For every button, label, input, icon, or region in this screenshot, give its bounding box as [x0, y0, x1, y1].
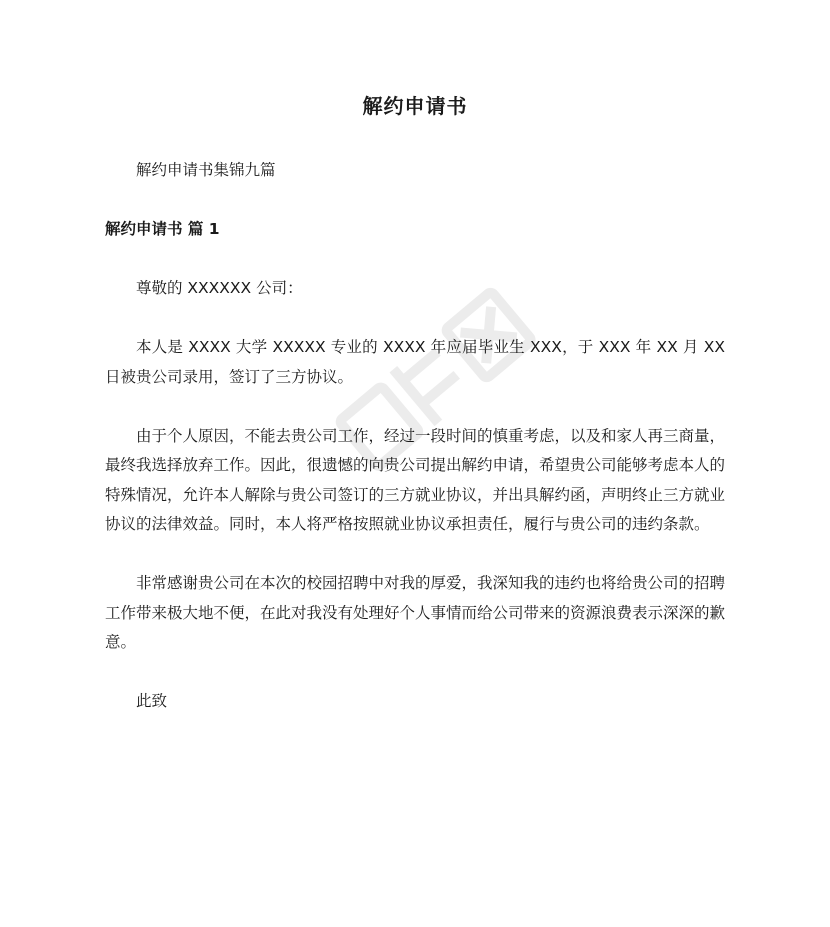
salutation: 尊敬的 XXXXXX 公司：: [136, 279, 303, 297]
closing: 此致: [136, 692, 168, 710]
document-body: [105, 156, 725, 746]
document-title: 解约申请书: [362, 94, 468, 118]
body-paragraph-1: 本人是 XXXX 大学 XXXXX 专业的 XXXX 年应届毕业生 XXX，于 XXX 年 XX 月 XX 日被贵公司录用，签订了三方协议。: [105, 338, 725, 386]
body-paragraph-3: 非常感谢贵公司在本次的校园招聘中对我的厚爱，我深知我的违约也将给贵公司的招聘工作带来极大地不便，在此对我没有处理好个人事情而给公司带来的资源浪费表示深深的歉意。: [105, 574, 726, 651]
document-subtitle: 解约申请书集锦九篇: [136, 161, 276, 179]
body-paragraph-2: 由于个人原因，不能去贵公司工作，经过一段时间的慎重考虑，以及和家人再三商量，最终我选择放弃工作。因此，很遗憾的向贵公司提出解约申请，希望贵公司能够考虑本人的特殊情况，允许本人解除与贵公司签订的三方就业协议，并出具解约函，声明终止三方就业协议的法律效益。同时，本人将严格按照就业协议承担责任，履行与贵公司的违约条款。: [105, 426, 726, 533]
section-heading: 解约申请书 篇 1: [105, 220, 220, 238]
